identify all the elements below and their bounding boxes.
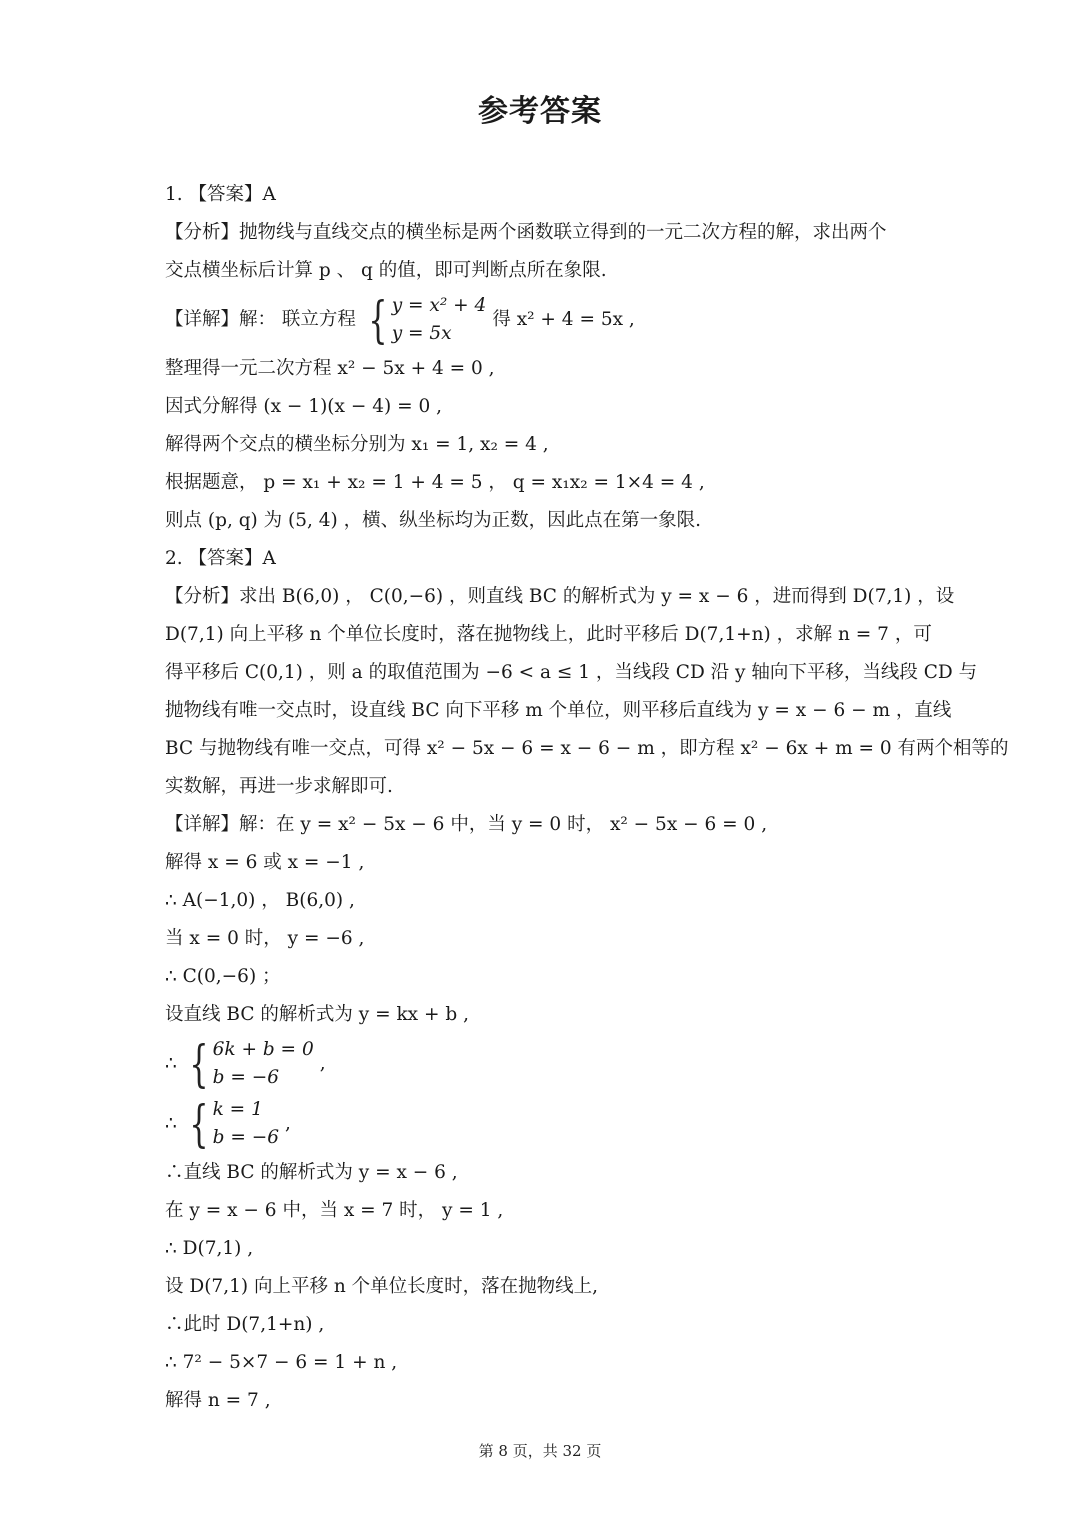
page-number: 第 8 页，共 32 页 bbox=[478, 1442, 602, 1460]
q2-step: 设直线 BC 的解析式为 y = kx + b , bbox=[165, 1004, 469, 1025]
page-title: 参考答案 bbox=[478, 94, 602, 129]
answer-content bbox=[165, 176, 1009, 1420]
q1-analysis-line: 【分析】抛物线与直线交点的横坐标是两个函数联立得到的一元二次方程的解，求出两个 bbox=[165, 222, 887, 243]
q2-step: ∴ A(−1,0) ， B(6,0) , bbox=[165, 890, 355, 911]
q2-system-line-1 bbox=[165, 1034, 915, 1094]
q1-step: 则点 (p, q) 为 (5, 4) ，横、纵坐标均为正数，因此点在第一象限. bbox=[165, 510, 702, 531]
q1-system-eq2: y = 5x bbox=[391, 323, 452, 344]
q2-step: 【详解】解：在 y = x² − 5x − 6 中，当 y = 0 时， x² − 5x − 6 = 0 , bbox=[165, 814, 768, 835]
q2-analysis-line: 抛物线有唯一交点时，设直线 BC 向下平移 m 个单位，则平移后直线为 y = x − 6 − m ，直线 bbox=[165, 700, 952, 721]
q2-equation-system-1 bbox=[183, 1036, 314, 1092]
q2-system2-eq2: b = −6 bbox=[212, 1127, 279, 1148]
q2-step: ∴ C(0,−6) ； bbox=[165, 966, 281, 987]
q2-step: ∴ D(7,1) , bbox=[165, 1238, 254, 1259]
q2-step: 当 x = 0 时， y = −6 , bbox=[165, 928, 365, 949]
q2-analysis-line: 【分析】求出 B(6,0) ， C(0,−6) ，则直线 BC 的解析式为 y = x − 6 ，进而得到 D(7,1) ，设 bbox=[165, 586, 955, 607]
q1-step: 解得两个交点的横坐标分别为 x₁ = 1, x₂ = 4 , bbox=[165, 434, 549, 455]
q2-analysis-line: 得平移后 C(0,1) ，则 a 的取值范围为 −6 < a ≤ 1 ，当线段 CD 沿 y 轴向下平移，当线段 CD 与 bbox=[165, 662, 978, 683]
left-brace-icon: { bbox=[189, 1035, 209, 1093]
q2-analysis-line: D(7,1) 向上平移 n 个单位长度时，落在抛物线上，此时平移后 D(7,1+n) ，求解 n = 7 ，可 bbox=[165, 624, 932, 645]
q2-step: ∴直线 BC 的解析式为 y = x − 6 , bbox=[165, 1162, 458, 1183]
q2-step: 在 y = x − 6 中，当 x = 7 时， y = 1 , bbox=[165, 1200, 504, 1221]
therefore-symbol: ∴ bbox=[165, 1113, 177, 1134]
q2-step: 解得 n = 7 , bbox=[165, 1390, 271, 1411]
q2-system2-eq1: k = 1 bbox=[212, 1099, 263, 1120]
left-brace-icon: { bbox=[189, 1095, 209, 1153]
q2-step: 解得 x = 6 或 x = −1 , bbox=[165, 852, 365, 873]
q2-step: ∴此时 D(7,1+n) , bbox=[165, 1314, 325, 1335]
q2-step: 设 D(7,1) 向上平移 n 个单位长度时，落在抛物线上, bbox=[165, 1276, 599, 1297]
q1-step: 因式分解得 (x − 1)(x − 4) = 0 , bbox=[165, 396, 442, 417]
q1-system-eq1: y = x² + 4 bbox=[391, 295, 487, 316]
q2-analysis-line: BC 与抛物线有唯一交点，可得 x² − 5x − 6 = x − 6 − m ，即方程 x² − 6x + m = 0 有两个相等的 bbox=[165, 738, 1009, 759]
q2-equation-system-2 bbox=[183, 1096, 279, 1152]
q2-system1-tail: , bbox=[319, 1053, 326, 1074]
q2-system1-eq1: 6k + b = 0 bbox=[212, 1039, 314, 1060]
q1-step: 根据题意， p = x₁ + x₂ = 1 + 4 = 5 ， q = x₁x₂ = 1×4 = 4 , bbox=[165, 472, 705, 493]
q1-detail-suffix: 得 x² + 4 = 5x , bbox=[492, 309, 635, 330]
q1-detail-prefix: 【详解】解： 联立方程 bbox=[165, 309, 356, 330]
q2-answer-head: 2. 【答案】A bbox=[165, 548, 276, 569]
q2-system-line-2 bbox=[165, 1094, 915, 1154]
q1-answer-head: 1. 【答案】A bbox=[165, 184, 276, 205]
q2-analysis-line: 实数解，再进一步求解即可. bbox=[165, 776, 393, 797]
q2-system1-eq2: b = −6 bbox=[212, 1067, 279, 1088]
q2-system2-tail: , bbox=[284, 1113, 291, 1134]
q1-detail-line bbox=[165, 290, 915, 350]
q1-analysis-line: 交点横坐标后计算 p 、 q 的值，即可判断点所在象限. bbox=[165, 260, 607, 281]
q2-step: ∴ 7² − 5×7 − 6 = 1 + n , bbox=[165, 1352, 398, 1373]
q1-equation-system bbox=[362, 292, 486, 348]
q1-step: 整理得一元二次方程 x² − 5x + 4 = 0 , bbox=[165, 358, 495, 379]
therefore-symbol: ∴ bbox=[165, 1053, 177, 1074]
left-brace-icon: { bbox=[368, 291, 388, 349]
